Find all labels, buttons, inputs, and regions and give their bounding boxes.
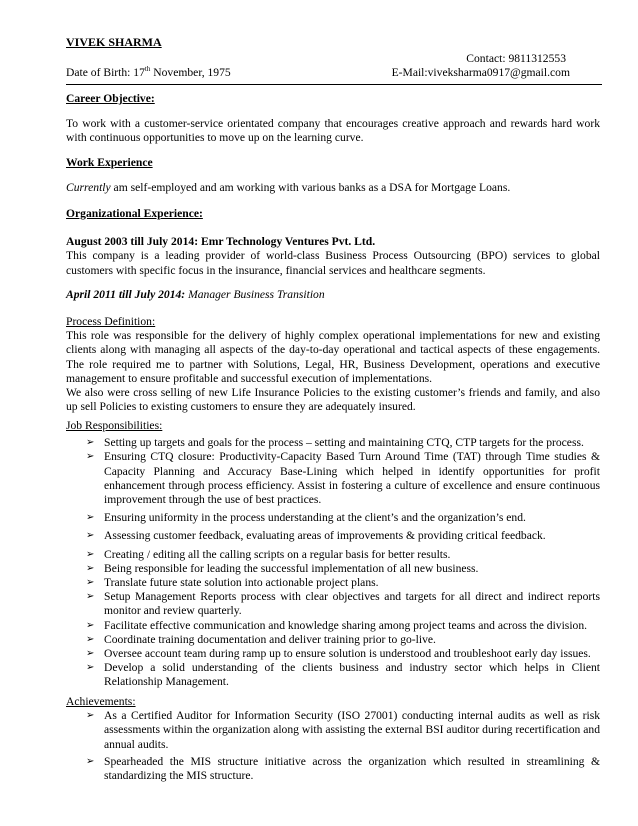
- work-text: am self-employed and am working with various banks as a DSA for Mortgage Loans.: [110, 181, 511, 195]
- bullet-arrow-icon: ➢: [86, 512, 95, 524]
- process-definition-section: [66, 315, 600, 414]
- work-italic: Currently: [66, 181, 111, 195]
- bullet-arrow-icon: ➢: [86, 437, 95, 449]
- achievement-text: As a Certified Auditor for Information Security (ISO 27001) conducting internal audits as well as risk assessments within the organization along with assisting the external BSI auditor during recertification and annual audits.: [104, 709, 600, 751]
- achievement-item: [66, 755, 600, 783]
- job-responsibility-text: Facilitate effective communication and knowledge sharing among project teams and across the division.: [104, 618, 588, 632]
- job-responsibility-item: [66, 548, 600, 562]
- bullet-arrow-icon: ➢: [86, 530, 95, 542]
- bullet-arrow-icon: ➢: [86, 451, 95, 463]
- bullet-arrow-icon: ➢: [86, 633, 95, 645]
- job-responsibility-text: Translate future state solution into actionable project plans.: [104, 576, 379, 590]
- job-responsibility-text: Being responsible for leading the successful implementation of all new business.: [104, 561, 479, 575]
- dob-prefix: Date of Birth: 17: [66, 66, 145, 79]
- job-responsibility-item: [66, 619, 600, 633]
- job-responsibility-item: [66, 576, 600, 590]
- bullet-arrow-icon: ➢: [86, 562, 95, 574]
- org-description: This company is a leading provider of world-class Business Process Outsourcing (BPO) services to global customers with specific focus in the insurance, financial services and healthcare segments.: [66, 249, 600, 277]
- job-responsibilities-list: [66, 436, 600, 689]
- process-definition-p1: This role was responsible for the delivery of highly complex operational implementations for new and existing clients along with managing all aspects of the day-to-day operational and tactical aspects of these engagements. The role required me to partner with Solutions, Legal, HR, Business Development, operations and executive management to ensure profitable and successful execution of implementations.: [66, 329, 600, 385]
- achievements-section: [66, 695, 600, 783]
- resume-page: [66, 35, 600, 783]
- career-objective-section: [66, 92, 600, 146]
- date-of-birth: [66, 66, 231, 80]
- bullet-arrow-icon: ➢: [86, 619, 95, 631]
- role-period: April 2011 till July 2014:: [66, 287, 186, 301]
- achievements-list: [66, 709, 600, 783]
- org-employer: [66, 235, 600, 249]
- job-responsibility-item: [66, 661, 600, 689]
- bullet-arrow-icon: ➢: [86, 577, 95, 589]
- candidate-name: VIVEK SHARMA: [66, 35, 162, 49]
- process-definition-p2: We also were cross selling of new Life Insurance Policies to the existing customer’s friends and family, and also up sell Policies to existing customers to ensure they are adequately insured.: [66, 386, 600, 414]
- role-title: Manager Business Transition: [185, 287, 325, 301]
- job-responsibility-item: [66, 647, 600, 661]
- job-responsibility-item: [66, 511, 600, 525]
- job-responsibility-item: [66, 436, 600, 450]
- job-responsibility-item: [66, 529, 600, 543]
- bullet-arrow-icon: ➢: [86, 648, 95, 660]
- bullet-arrow-icon: ➢: [86, 710, 95, 722]
- contact-email: E-Mail:viveksharma0917@gmail.com: [391, 66, 570, 79]
- job-responsibility-text: Develop a solid understanding of the clients business and industry sector which helps in Client Relationship Management.: [104, 661, 600, 689]
- work-experience-heading: Work Experience: [66, 156, 153, 169]
- achievement-item: [66, 709, 600, 752]
- process-definition-heading: Process Definition:: [66, 315, 156, 328]
- job-responsibility-text: Creating / editing all the calling scripts on a regular basis for better results.: [104, 547, 451, 561]
- contact-phone: Contact: 9811312553: [466, 52, 566, 65]
- dob-sup: th: [144, 65, 151, 74]
- job-responsibility-item: [66, 633, 600, 647]
- bullet-arrow-icon: ➢: [86, 755, 95, 767]
- job-responsibility-item: [66, 450, 600, 507]
- job-responsibilities-heading: Job Responsibilities:: [66, 419, 163, 432]
- header-divider: [66, 84, 602, 85]
- job-responsibilities-section: [66, 419, 600, 690]
- bullet-arrow-icon: ➢: [86, 591, 95, 603]
- role-line: [66, 288, 600, 302]
- career-objective-text: To work with a customer-service orientated company that encourages creative approach and rewards hard work with continuous opportunities to move up on the learning curve.: [66, 117, 600, 145]
- org-period: August 2003 till July 2014: [66, 235, 195, 249]
- job-responsibility-item: [66, 562, 600, 576]
- org-experience-section: [66, 207, 600, 302]
- org-company: : Emr Technology Ventures Pvt. Ltd.: [194, 235, 376, 249]
- job-responsibility-text: Ensuring CTQ closure: Productivity-Capacity Based Turn Around Time (TAT) through Time studies & Capacity Planning and Accuracy Base-Lining which helped in identify opportunities for profit enhancement through process efficiency. Assist in fostering a culture of excellence and ensure continuous improvement through the use of best practices.: [104, 450, 600, 507]
- job-responsibility-text: Ensuring uniformity in the process understanding at the client’s and the organization’s end.: [104, 511, 526, 525]
- org-experience-heading: Organizational Experience:: [66, 207, 203, 220]
- job-responsibility-text: Coordinate training documentation and deliver training prior to go-live.: [104, 632, 436, 646]
- job-responsibility-text: Setting up targets and goals for the process – setting and maintaining CTQ, CTP targets for the process.: [104, 436, 584, 450]
- dob-suffix: November, 1975: [150, 66, 231, 79]
- work-experience-section: [66, 156, 600, 195]
- job-responsibility-text: Oversee account team during ramp up to ensure solution is understood and troubleshoot early day issues.: [104, 647, 591, 661]
- bullet-arrow-icon: ➢: [86, 548, 95, 560]
- achievement-text: Spearheaded the MIS structure initiative across the organization which resulted in streamlining & standardizing the MIS structure.: [104, 754, 600, 783]
- achievements-heading: Achievements:: [66, 695, 136, 708]
- bullet-arrow-icon: ➢: [86, 662, 95, 674]
- career-objective-heading: Career Objective:: [66, 92, 155, 105]
- job-responsibility-text: Setup Management Reports process with clear objectives and targets for all direct and indirect reports monitor and review quarterly.: [104, 590, 600, 618]
- job-responsibility-item: [66, 590, 600, 618]
- job-responsibility-text: Assessing customer feedback, evaluating areas of improvements & providing critical feedback.: [104, 529, 546, 543]
- work-experience-text: [66, 181, 600, 195]
